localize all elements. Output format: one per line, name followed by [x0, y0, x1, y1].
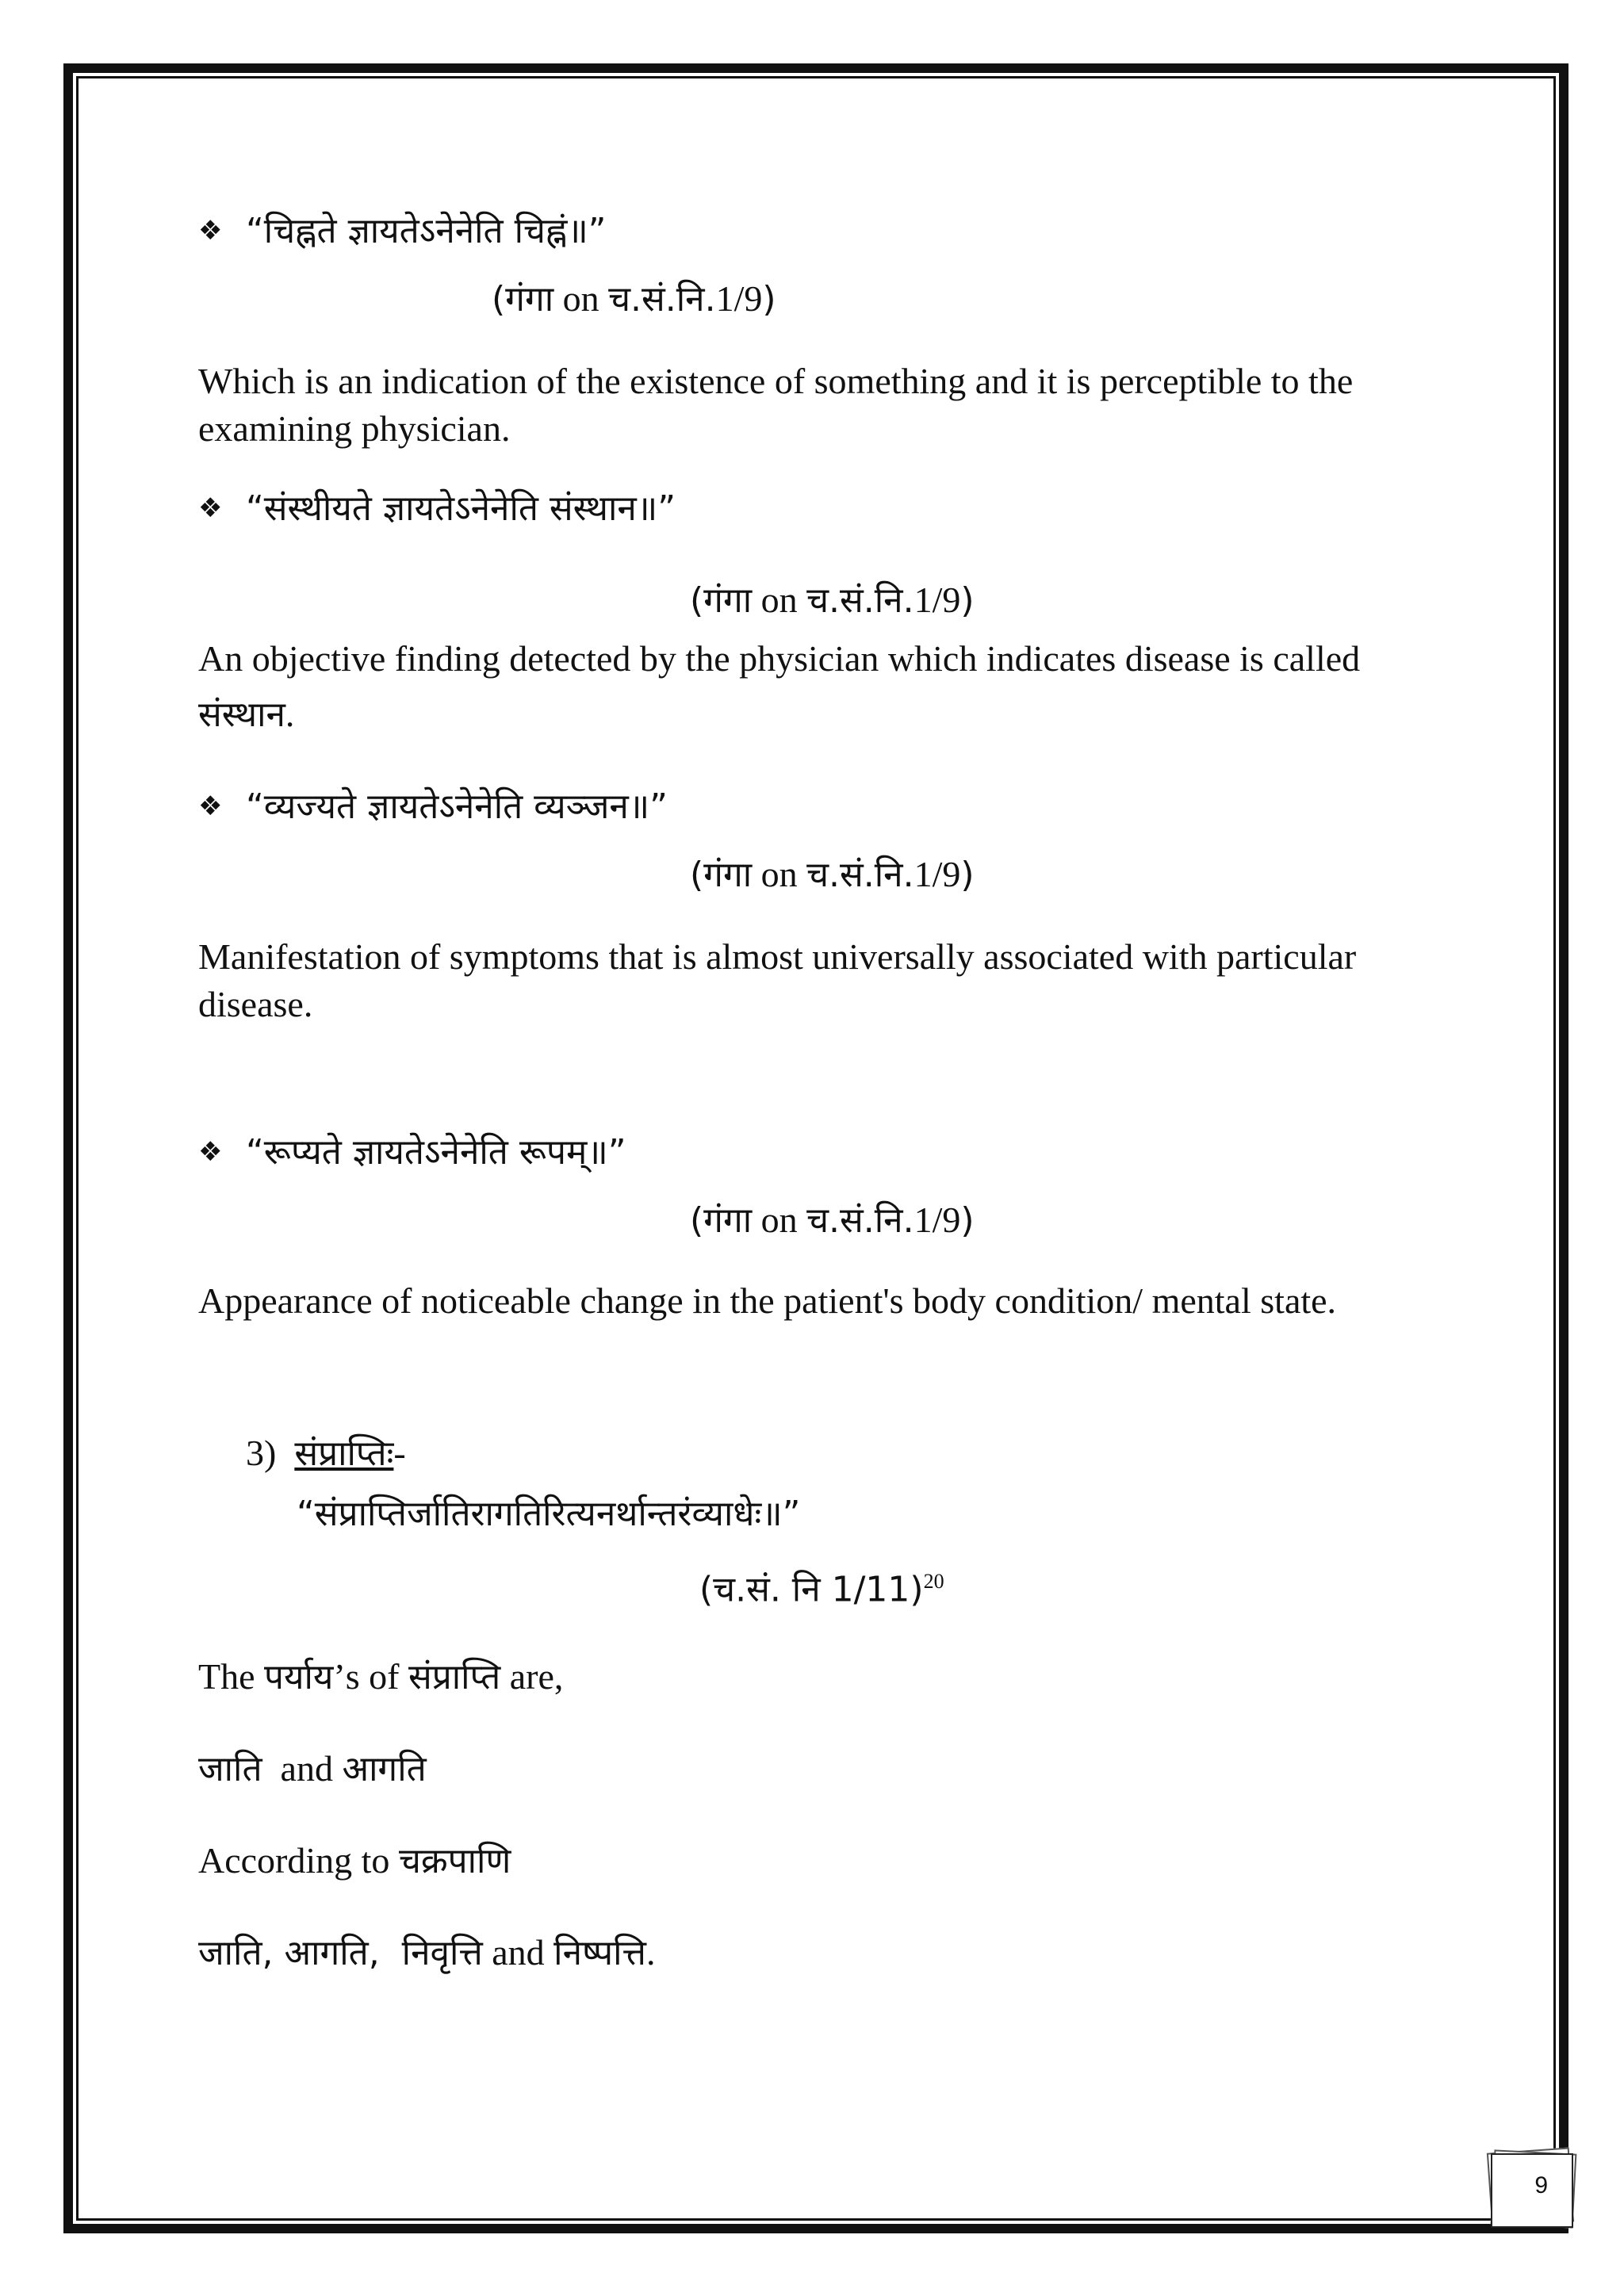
explanation-samsthana-line2: संस्थान. — [198, 694, 295, 735]
verse-rupa — [198, 1129, 626, 1176]
list-line: जाति, आगति, निवृत्ति and निष्पत्ति. — [198, 1932, 656, 1973]
verse-chihna — [198, 208, 606, 254]
synonyms-line: जाति and आगति — [198, 1748, 427, 1789]
verse-text: “रूप्यते ज्ञायतेऽनेनेति रूपम्॥” — [246, 1132, 626, 1173]
reference-samsthana: (गंगा on च.सं.नि.1/9) — [690, 580, 975, 621]
explanation-chihna-line1: Which is an indication of the existence of something and it is perceptible to the — [198, 361, 1354, 401]
diamond-bullet-icon: ❖ — [198, 492, 223, 524]
diamond-bullet-icon: ❖ — [198, 215, 223, 247]
reference-samprapti: (च.सं. नि 1/11)$^{20}$ — [699, 1569, 944, 1610]
verse-text: “व्यज्यते ज्ञायतेऽनेनेति व्यञ्जन॥” — [246, 786, 668, 827]
page-number: 9 — [1534, 2172, 1548, 2198]
page-number-box — [1484, 2144, 1580, 2231]
reference-vyanjana: (गंगा on च.सं.नि.1/9) — [690, 854, 975, 895]
explanation-rupa: Appearance of noticeable change in the patient's body condition/ mental state. — [198, 1280, 1337, 1321]
footnote-marker: 20 — [923, 1570, 944, 1593]
according-line: According to चक्रपाणि — [198, 1840, 511, 1881]
verse-vyanjana — [198, 783, 668, 830]
verse-samsthana — [198, 485, 676, 532]
section-title: संप्राप्तिः — [294, 1433, 394, 1474]
reference-rupa: (गंगा on च.सं.नि.1/9) — [690, 1200, 975, 1241]
diamond-bullet-icon: ❖ — [198, 790, 223, 822]
explanation-chihna-line2: examining physician. — [198, 408, 511, 449]
reference-chihna: (गंगा on च.सं.नि.1/9) — [492, 278, 776, 320]
explanation-vyanjana-line2: disease. — [198, 984, 313, 1024]
verse-text: “संस्थीयते ज्ञायतेऽनेनेति संस्थान॥” — [246, 488, 676, 529]
explanation-vyanjana-line1: Manifestation of symptoms that is almost universally associated with particular — [198, 936, 1357, 977]
diamond-bullet-icon: ❖ — [198, 1136, 223, 1168]
verse-text: “चिह्नते ज्ञायतेऽनेनेति चिह्नं॥” — [246, 211, 607, 251]
section-heading-samprapti: 3) संप्राप्तिः- — [246, 1433, 406, 1474]
section-number: 3) — [246, 1433, 277, 1473]
verse-samprapti: “संप्राप्तिर्जातिरागतिरित्यनर्थान्तरंव्याधेः॥” — [297, 1494, 801, 1534]
explanation-samsthana-line1: An objective finding detected by the physician which indicates disease is called — [198, 638, 1361, 679]
paryaya-line: The पर्याय’s of संप्राप्ति are, — [198, 1656, 564, 1697]
